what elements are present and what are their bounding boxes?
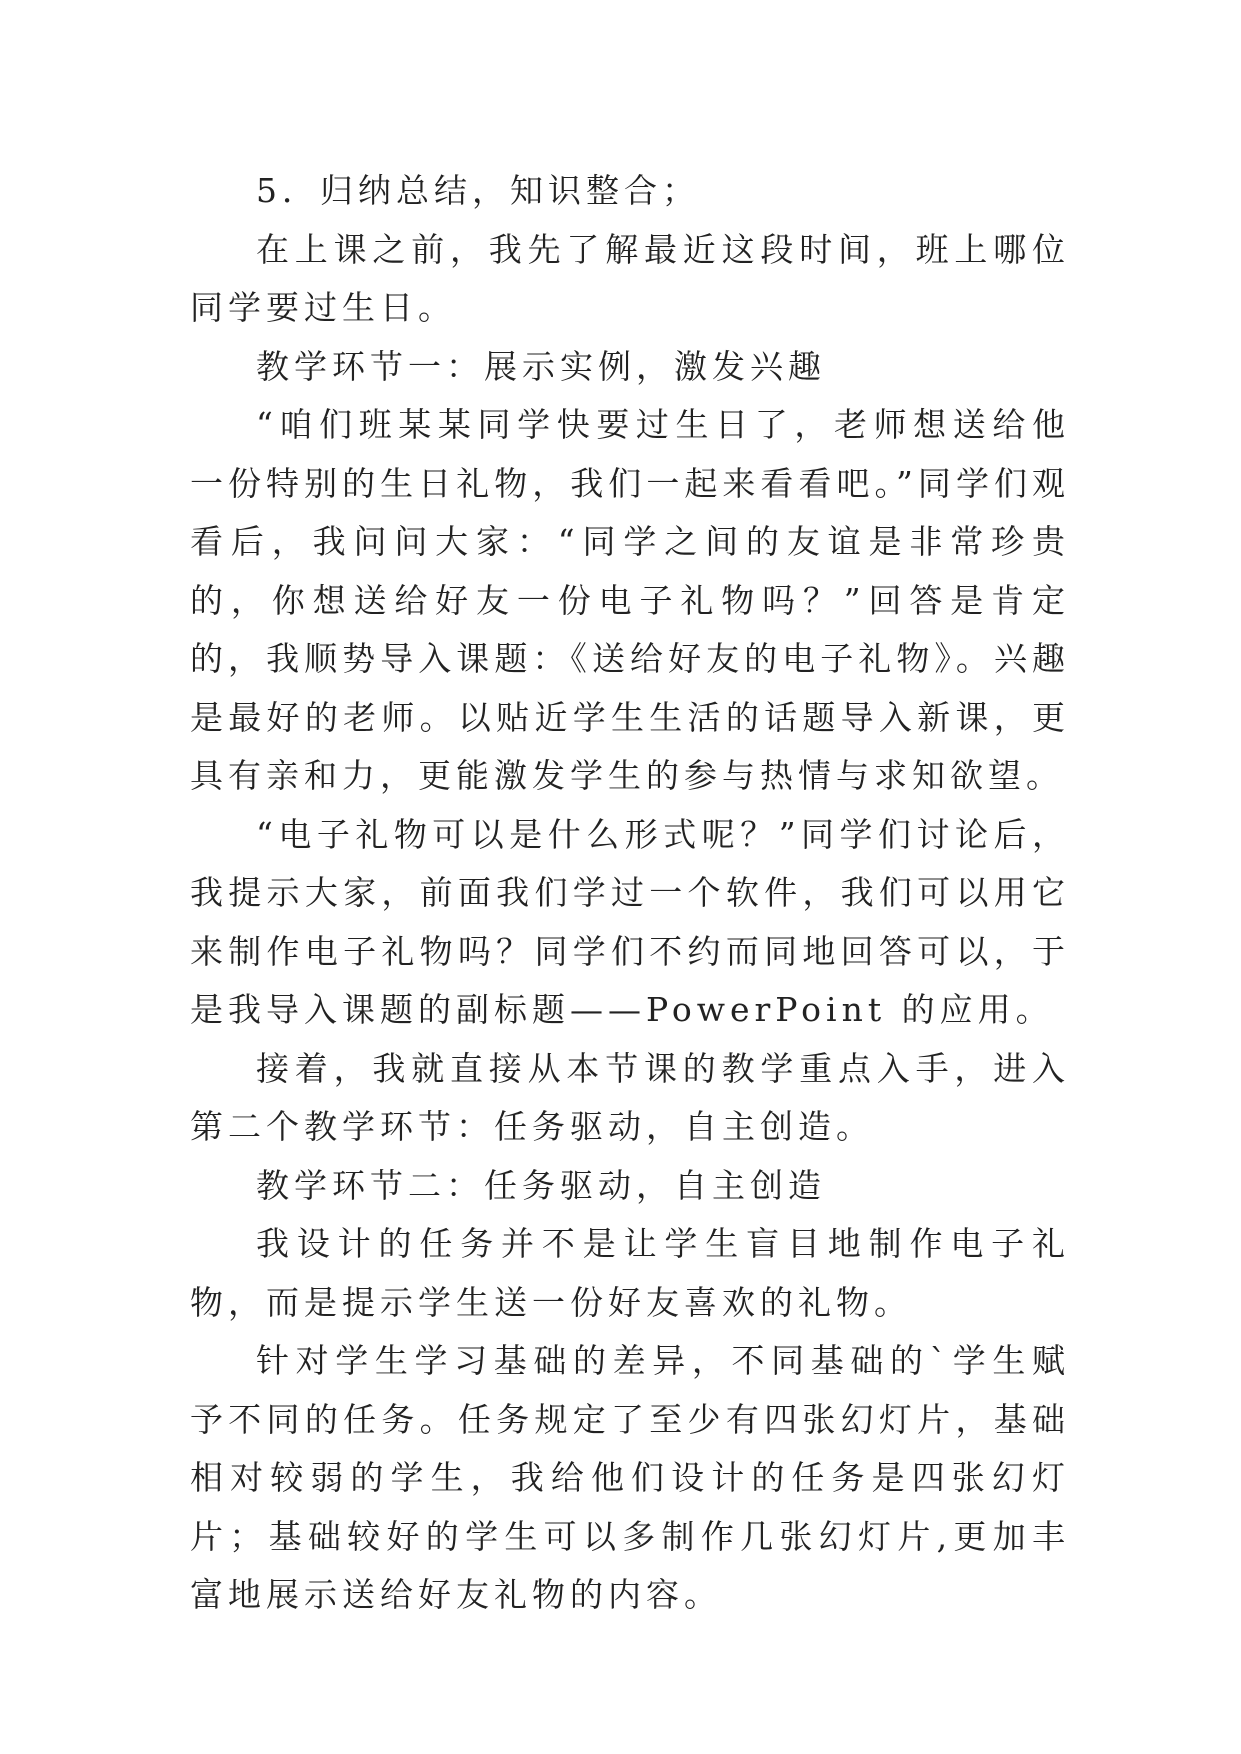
paragraph-before-class: 在上课之前，我先了解最近这段时间，班上哪位同学要过生日。 [190,229,1070,327]
paragraph-differentiation: 针对学生学习基础的差异，不同基础的`学生赋予不同的任务。任务规定了至少有四张幻灯片，基础相对较弱的学生，我给他们设计的任务是四张幻灯片；基础较好的学生可以多制作几张幻灯片,更加丰富地展示送给好友礼物的内容。 [190,1341,1070,1614]
section-heading-1: 教学环节一：展示实例，激发兴趣 [256,346,826,386]
document-body [190,162,1070,1625]
paragraph-task-design: 我设计的任务并不是让学生盲目地制作电子礼物，而是提示学生送一份好友喜欢的礼物。 [190,1224,1070,1322]
paragraph-transition: 接着，我就直接从本节课的教学重点入手，进入第二个教学环节：任务驱动，自主创造。 [190,1048,1070,1146]
paragraph-intro-gift: “咱们班某某同学快要过生日了，老师想送给他一份特别的生日礼物，我们一起来看看吧。”同学们观看后，我问问大家：“同学之间的友谊是非常珍贵的，你想送给好友一份电子礼物吗？”回答是肯定的，我顺势导入课题：《送给好友的电子礼物》。兴趣是最好的老师。以贴近学生生活的话题导入新课，更具有亲和力，更能激发学生的参与热情与求知欲望。 [190,405,1070,795]
paragraph-gift-form: “电子礼物可以是什么形式呢？”同学们讨论后，我提示大家，前面我们学过一个软件，我们可以用它来制作电子礼物吗？同学们不约而同地回答可以，于是我导入课题的副标题——PowerPoint 的应用。 [190,814,1070,1029]
paragraph-step-5: 5．归纳总结，知识整合； [256,171,700,210]
section-heading-2: 教学环节二：任务驱动，自主创造 [256,1165,826,1205]
